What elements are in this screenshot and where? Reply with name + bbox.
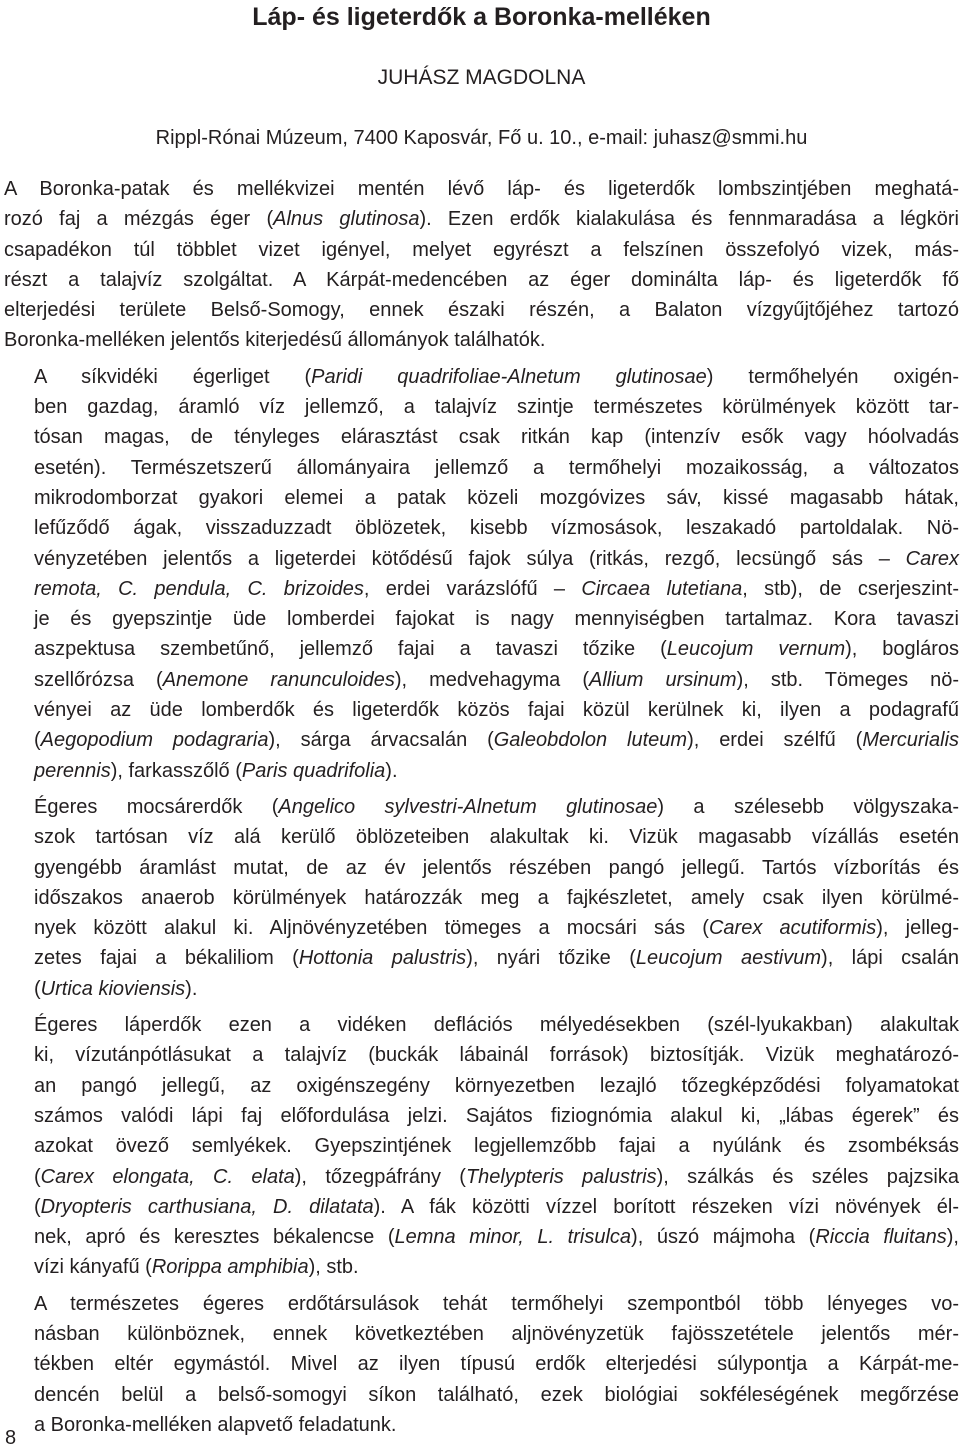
text-line: Égeres mocsárerdők (Angelico sylvestri-Alnetum glutinosae) a szélesebb völgyszaka- [34,795,959,818]
body-paragraph [4,1010,959,1283]
text-line: esetén). Természetszerű állományaira jellemző a termőhelyi mozaikosság, a változatos [34,456,959,479]
text-line: (Dryopteris carthusiana, D. dilatata). A fák közötti vízzel borított részeken vízi növények él- [34,1195,959,1218]
text-line: részt a talajvíz szolgáltat. A Kárpát-medencében az éger dominálta láp- és ligeterdők fő [4,268,959,291]
author-affiliation: Rippl-Rónai Múzeum, 7400 Kaposvár, Fő u. 10., e-mail: juhasz@smmi.hu [155,127,808,149]
text-line: rozó faj a mézgás éger (Alnus glutinosa). Ezen erdők kialakulása és fennmaradása a légköri [4,208,960,231]
text-line: ben gazdag, áramló víz jellemző, a talajvíz szintje természetes körülmények között tar- [34,396,959,419]
text-line: A természetes égeres erdőtársulások tehát termőhelyi szempontból több lényeges vo- [34,1292,959,1315]
text-line: Égeres láperdők ezen a vidéken deflációs mélyedésekben (szél-lyukakban) alakultak [34,1014,959,1037]
page-number: 8 [5,1427,17,1449]
text-line: időszakos anaerob körülmények határozzák meg a fajkészletet, amely csak ilyen körülmé- [34,886,959,909]
text-line: vényei az üde lomberdők és ligeterdők közös fajai közül kerülnek ki, ilyen a podagrafű [34,699,959,722]
text-line: csapadékon túl többlet vizet igényel, melyet egyrészt a felszínen összefolyó vizek, más- [4,238,959,261]
text-line: gyengébb áramlást mutat, de az év jelentős részében pangó jellegű. Tartós vízborítás és [34,856,959,879]
text-line: nyek között alakul ki. Aljnövényzetében tömeges a mocsári sás (Carex acutiformis), jelleg- [34,917,959,940]
text-line: lefűződő ágak, visszaduzzadt öblözetek, kisebb vízmosások, leszakadó partoldalak. Nö- [34,517,959,540]
body-paragraph [4,792,959,1004]
text-line: szellőrózsa (Anemone ranunculoides), medvehagyma (Allium ursinum), stb. Tömeges nö- [34,668,960,691]
text-line: elterjedési területe Belső-Somogy, ennek északi részén, a Balaton vízgyűjtőjéhez tartozó [4,299,959,322]
text-line: remota, C. pendula, C. brizoides, erdei varázslófű – Circaea lutetiana, stb), de cserjeszint- [34,577,959,600]
text-line: Boronka-melléken jelentős kiterjedésű állományok találhatók. [4,329,546,352]
text-line: (Aegopodium podagraria), sárga árvacsalán (Galeobdolon luteum), erdei szélfű (Mercurialis [34,729,960,752]
author-name: JUHÁSZ MAGDOLNA [377,66,586,89]
text-line: nek, apró és keresztes békalencse (Lemna minor, L. trisulca), úszó májmoha (Riccia fluitans), [34,1226,959,1249]
text-line: je és gyepszintje üde lomberdei fajokat is nagy mennyiségben tartalmaz. Kora tavaszi [34,608,959,631]
text-line: A síkvidéki égerliget (Paridi quadrifoliae-Alnetum glutinosae) termőhelyén oxigén- [34,365,959,388]
text-line: vízi kányafű (Rorippa amphibia), stb. [34,1256,359,1279]
body-paragraph [4,362,959,786]
text-line: szok tartósan víz alá kerülő öblözeteiben alakultak ki. Vizük magasabb vízállás esetén [34,826,959,849]
text-line: (Carex elongata, C. elata), tőzegpáfrány (Thelypteris palustris), szálkás és széles pajzsika [34,1165,959,1188]
text-line: an pangó jellegű, az oxigénszegény környezetben lezajló tőzegképződési folyamatokat [34,1074,959,1097]
text-line: aszpektusa szembetűnő, jellemző fajai a tavaszi tőzike (Leucojum vernum), bogláros [34,638,960,661]
text-line: mikrodomborzat gyakori elemei a patak közeli mozgóvizes sáv, kissé magasabb hátak, [34,486,959,509]
text-line: A Boronka-patak és mellékvizei mentén lévő láp- és ligeterdők lombszintjében meghatá- [4,178,959,200]
body-paragraph [4,1289,959,1440]
text-line: zetes fajai a békaliliom (Hottonia palustris), nyári tőzike (Leucojum aestivum), lápi csalán [34,947,959,970]
text-line: vényzetében jelentős a ligeterdei kötődésű fajok súlya (ritkás, rezgő, lecsüngő sás – Carex [34,547,959,570]
article-body [4,174,959,1440]
text-line: perennis), farkasszőlő (Paris quadrifolia). [34,759,398,782]
text-line: tósan magas, de tényleges elárasztást csak ritkán kap (intenzív esők vagy hóolvadás [34,426,959,449]
text-line: a Boronka-melléken alapvető feladatunk. [34,1413,397,1436]
text-line: dencén belül a belső-somogyi síkon található, ezek biológiai sokféleségének megőrzése [34,1383,959,1406]
text-line: ki, vízutánpótlásukat a talajvíz (buckák lábainál források) biztosítják. Vizük meghatározó- [34,1044,959,1067]
text-line: (Urtica kioviensis). [34,977,198,1000]
text-line: azokat övező semlyékek. Gyepszintjének legjellemzőbb fajai a nyúlánk és zsombéksás [34,1135,959,1158]
body-paragraph [4,174,959,356]
text-line: násban különböznek, ennek következtében aljnövényzetük fajösszetétele jelentős mér- [34,1322,959,1345]
text-line: számos valódi lápi faj előfordulása jelzi. Sajátos fiziognómia alakul ki, „lábas égerek” és [34,1104,959,1127]
article-title: Láp- és ligeterdők a Boronka-melléken [252,3,711,31]
text-line: tékben eltér egymástól. Mivel az ilyen típusú erdők elterjedési súlypontja a Kárpát-me- [34,1353,959,1376]
